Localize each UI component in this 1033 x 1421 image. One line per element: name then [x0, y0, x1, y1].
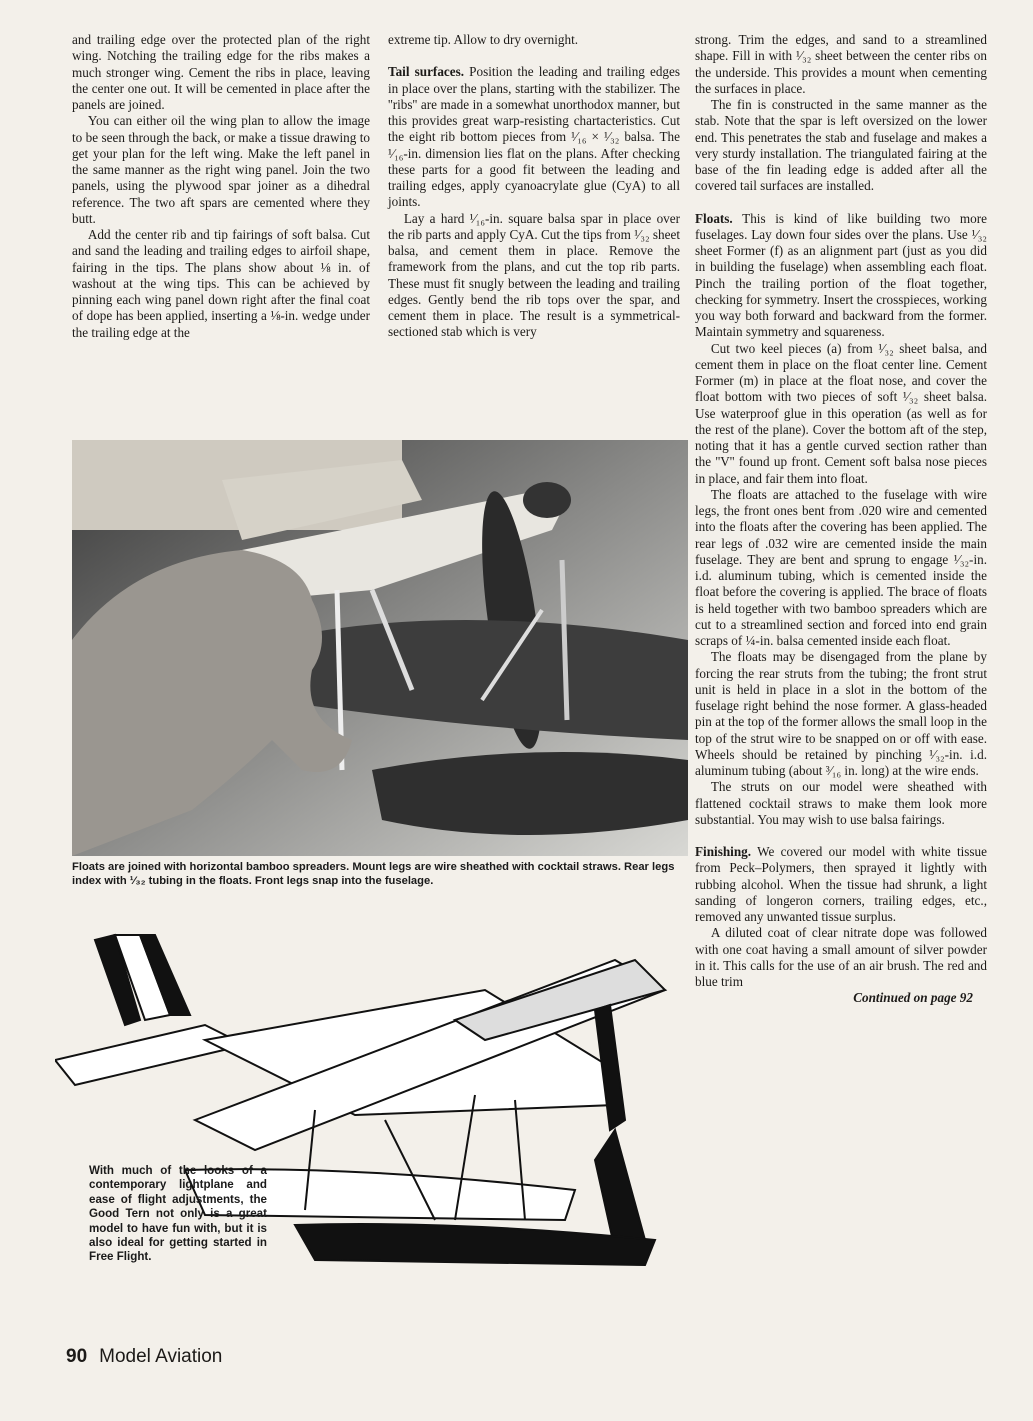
paragraph [388, 64, 680, 210]
paragraph: You can either oil the wing plan to allow the image to be seen through the back, or make a tissue drawing to get your plan for the left wing. Make the left panel in the same manner as the right wing panel. Join the two panels, using the plywood spar joiner as a dihedral reference. The two aft spars are cemented where they butt. [72, 113, 370, 226]
section-heading-floats: Floats. [695, 210, 733, 226]
paragraph-text: This is kind of like building two more fuselages. Lay down four sides over the plans. Use ¹⁄₃₂ sheet Former (f) as an alignment part (just as you did in building the fuselage) when assembling each float. Pinch the trailing portion of the float together, checking for symmetry. Insert the crosspieces, working you way both forward and backward from the former. Maintain symmetry and squareness. [695, 210, 987, 340]
paragraph: extreme tip. Allow to dry overnight. [388, 32, 579, 47]
section-heading-tail-surfaces: Tail surfaces. [388, 64, 465, 80]
section-heading-finishing: Finishing. [695, 844, 752, 859]
magazine-name: Model Aviation [99, 1346, 223, 1367]
paragraph: The struts on our model were sheathed with flattened cocktail straws to make them look more substantial. You may wish to use balsa fairings. [695, 779, 987, 827]
paragraph: The floats are attached to the fuselage with wire legs, the front ones bent from .020 wire and cemented into the floats after the covering has been applied. The rear legs of .032 wire are cemented inside the main fuselage. They are bent and sprung to engage ¹⁄₃₂-in. i.d. aluminum tubing, which is cemented inside the float before the covering is applied. The brace of floats is held together with two bamboo spreaders which are cut to a streamlined section and forced into end grain scraps of ¼-in. balsa cemented inside each float. [695, 486, 987, 648]
paragraph-text: Position the leading and trailing edges in place over the plans, starting with the stabilizer. The ''ribs'' are made in a somewhat unorthodox manner, but this provides great warp-resisting chartacteristics. Cut the eight rib bottom pieces from ¹⁄₁₆ × ¹⁄₃₂ balsa. The ¹⁄₁₆-in. dimension lies flat on the plans. After checking these parts for a good fit between the leading and trailing edges, apply cyanoacrylate glue (CyA) to all joints. [388, 64, 681, 210]
continued-note: Continued on page 92 [853, 990, 973, 1006]
paragraph: Add the center rib and tip fairings of soft balsa. Cut and sand the leading and trailing edges to airfoil shape, fairing in the tips. The plans show about ⅛ in. of washout at the wing tips. This can be achieved by pinning each wing panel down right after the final coat of dope has been applied, inserting a ⅛-in. wedge under the trailing edge at the [72, 227, 370, 340]
paragraph: The fin is constructed in the same manner as the stab. Note that the spar is left oversized on the lower end. This penetrates the stab and fuselage and makes a very sturdy installation. The triangulated fairing at the base of the fin leading edge is added after all the covered tail surfaces are installed. [695, 97, 987, 194]
photo-caption: Floats are joined with horizontal bamboo spreaders. Mount legs are wire sheathed with cocktail straws. Rear legs index with ¹⁄₃₂ tubing in the floats. Front legs snap into the fuselage. [72, 861, 675, 887]
paragraph: Cut two keel pieces (a) from ¹⁄₃₂ sheet balsa, and cement them in place on the float center line. Cement Former (m) in place at the float nose, and cover the float bottom with two pieces of soft ¹⁄₃₂ sheet balsa. Use waterproof glue in this operation (as well as for the rest of the plane). Cover the bottom aft of the step, noting that it has a gentle curved section rather than the ''V'' found up front. Cement soft balsa nose pieces in place, and fair them into float. [695, 340, 987, 486]
paragraph: and trailing edge over the protected plan of the right wing. Notching the trailing edge for the ribs makes a much stronger wing. Cement the ribs in place, leaving the center one out. It will be cemented in place after the panels are joined. [72, 32, 370, 112]
column-2 [388, 32, 680, 341]
photo-model-floats [72, 440, 688, 856]
column-3 [695, 32, 987, 1007]
paragraph: Lay a hard ¹⁄₁₆-in. square balsa spar in place over the rib parts and apply CyA. Cut the tips from ¹⁄₃₂ sheet balsa, and cement them in place. Remove the framework from the plans, and cut the top rib parts. These must fit snugly between the leading and trailing edges. Gently bend the rib tops over the spar, and cement them in place. The result is a symmetrical-sectioned stab which is very [388, 210, 680, 340]
paragraph [695, 211, 987, 341]
paragraph: The floats may be disengaged from the plane by forcing the rear struts from the tubing; the front strut unit is held in place in a slot in the bottom of the fuselage right behind the nose former. A glass-headed pin at the top of the former allows the small loop in the top of the strut wire to be snapped on or off with ease. Wheels should be retained by pinching ¹⁄₃₂-in. i.d. aluminum tubing (about ³⁄₁₆ in. long) at the wire ends. [695, 649, 987, 778]
paragraph: strong. Trim the edges, and sand to a streamlined shape. Fill in with ¹⁄₃₂ sheet between the center ribs on the underside. This provides a mount when cementing the surfaces in place. [695, 32, 987, 96]
illustration-caption: With much of the looks of a contemporary lightplane and ease of flight adjustments, the Good Tern not only is a great model to have fun with, but it is also ideal for getting started in Free Flight. [89, 1164, 267, 1264]
paragraph [695, 844, 987, 925]
paragraph: A diluted coat of clear nitrate dope was followed with one coat having a small amount of silver powder in it. This calls for the use of an air brush. The red and blue trim [695, 925, 987, 989]
column-1 [72, 32, 370, 341]
paragraph-text: We covered our model with white tissue from Peck–Polymers, then sprayed it lightly with rubbing alcohol. When the tissue had shrunk, a light sanding of longeron corners, trailing edges, etc., removed any unwanted tissue surplus. [695, 844, 987, 924]
page-number: 90 [66, 1346, 88, 1367]
page-footer [66, 1346, 222, 1368]
